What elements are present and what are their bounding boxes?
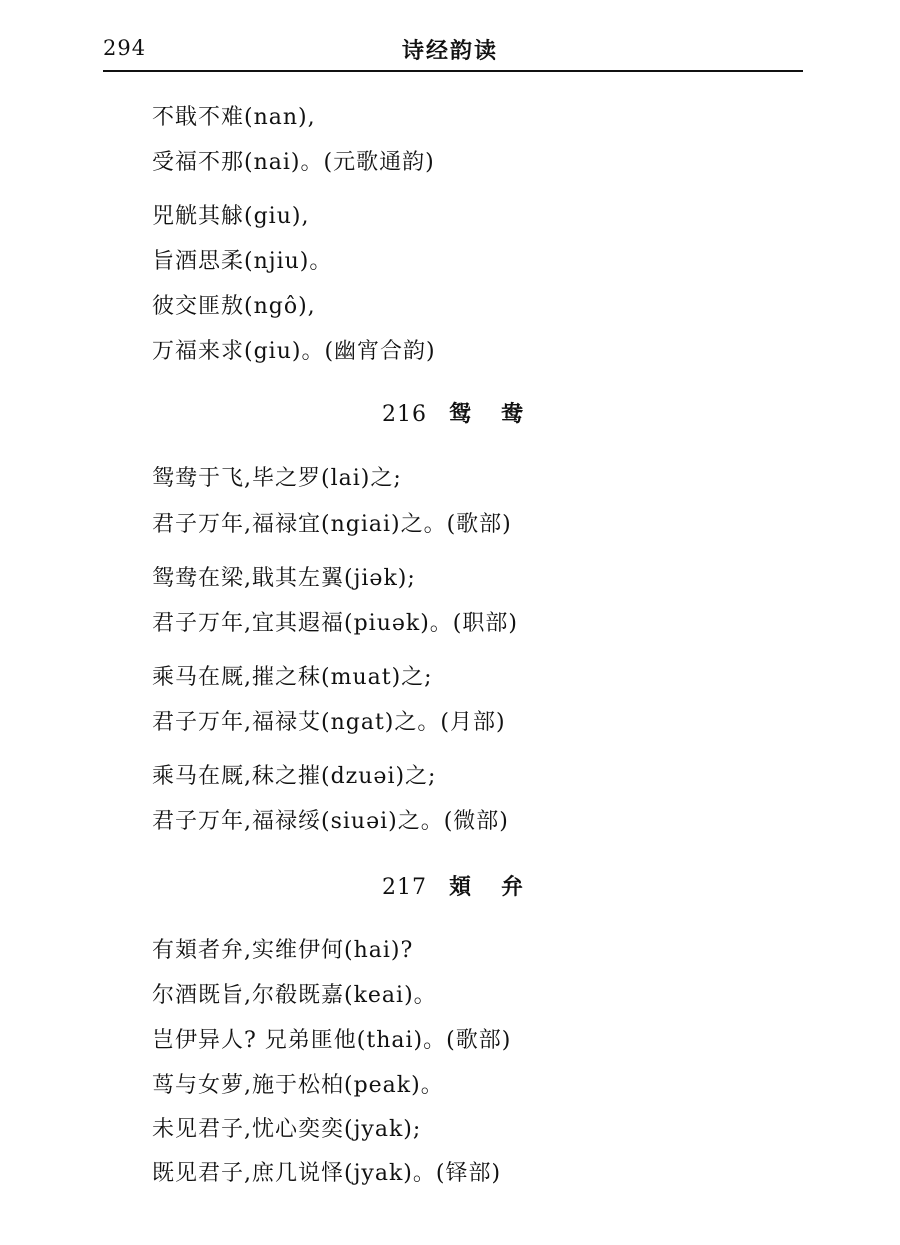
verse-line: 君子万年,宜其遐福(piuək)。(职部) (152, 611, 518, 636)
poem-name: 鸳鸯 (449, 401, 554, 427)
verse-line: 鸳鸯于飞,毕之罗(lai)之; (152, 466, 402, 491)
poem-number: 217 (382, 875, 427, 900)
verse-line: 君子万年,福禄艾(ngat)之。(月部) (152, 710, 506, 735)
verse-line: 不戢不难(nan), (152, 105, 316, 130)
verse-line: 彼交匪敖(ngô), (152, 294, 316, 319)
verse-line: 未见君子,忧心奕奕(jyak); (152, 1117, 422, 1142)
running-head: 诗经韵读 (401, 39, 498, 64)
verse-line: 万福来求(giu)。(幽宵合韵) (152, 339, 436, 364)
verse-line: 兕觥其觩(giu), (152, 204, 310, 229)
verse-line: 乘马在厩,摧之秣(muat)之; (152, 665, 433, 690)
verse-line: 鸳鸯在梁,戢其左翼(jiək); (152, 566, 416, 591)
header-rule (103, 70, 803, 72)
verse-line: 旨酒思柔(njiu)。 (152, 249, 333, 274)
verse-line: 岂伊异人? 兄弟匪他(thai)。(歌部) (152, 1028, 512, 1053)
verse-line: 茑与女萝,施于松柏(peak)。 (152, 1073, 444, 1098)
verse-line: 有頍者弁,实维伊何(hai)? (152, 938, 414, 963)
verse-line: 君子万年,福禄宜(ngiai)之。(歌部) (152, 512, 512, 537)
poem-name: 頍弁 (449, 874, 554, 900)
poem-number: 216 (382, 402, 427, 427)
verse-line: 君子万年,福禄绥(siuəi)之。(微部) (152, 809, 509, 834)
verse-line: 尔酒既旨,尔殽既嘉(keai)。 (152, 983, 437, 1008)
verse-line: 乘马在厩,秣之摧(dzuəi)之; (152, 764, 437, 789)
verse-line: 既见君子,庶几说怿(jyak)。(铎部) (152, 1161, 502, 1186)
poem-title-217 (382, 870, 553, 901)
poem-title-216 (382, 397, 553, 428)
page-number: 294 (103, 36, 147, 60)
verse-line: 受福不那(nai)。(元歌通韵) (152, 150, 435, 175)
